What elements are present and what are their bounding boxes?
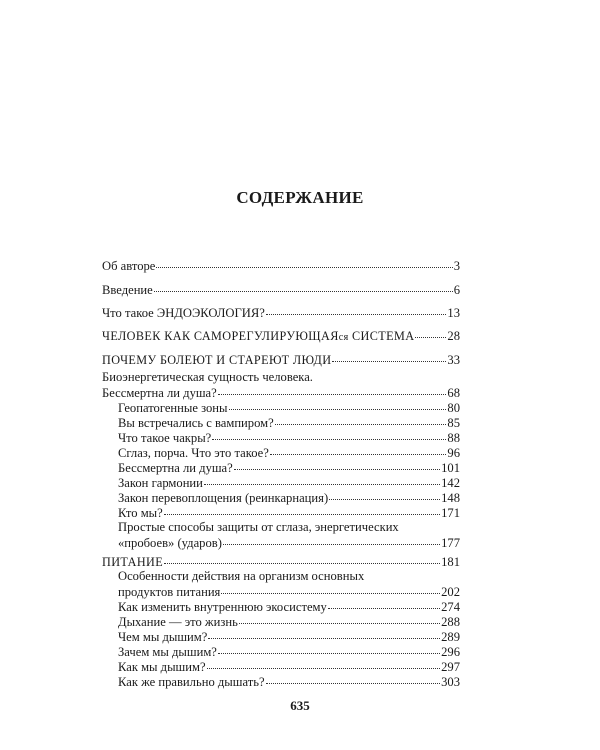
toc-entry-page: 303 bbox=[441, 675, 460, 689]
toc-entry-page: 80 bbox=[447, 401, 460, 415]
toc-entry-page: 202 bbox=[441, 585, 460, 599]
toc-entry-page: 6 bbox=[453, 283, 460, 297]
toc-entry-label: ПОЧЕМУ БОЛЕЮТ И СТАРЕЮТ ЛЮДИ bbox=[102, 353, 332, 367]
toc-entry-page: 181 bbox=[441, 555, 460, 569]
dot-leader bbox=[207, 657, 441, 669]
toc-entry bbox=[102, 305, 460, 320]
dot-leader bbox=[204, 473, 440, 485]
toc-entry-label: Как мы дышим? bbox=[118, 660, 206, 674]
page-number: 635 bbox=[290, 698, 310, 713]
toc-entry-page: 297 bbox=[441, 660, 460, 674]
toc-entry-page: 33 bbox=[447, 353, 460, 367]
dot-leader bbox=[164, 503, 440, 515]
label-main: ЧЕЛОВЕК КАК САМОРЕГУЛИРУЮЩАЯ bbox=[102, 329, 339, 343]
toc-entry-label: ПИТАНИЕ bbox=[102, 555, 164, 569]
toc-entry-label: Закон перевоплощения (реинкарнация) bbox=[118, 491, 329, 505]
dot-leader bbox=[212, 428, 446, 440]
toc-entry-line: Особенности действия на организм основных bbox=[118, 569, 365, 583]
toc-entry-label: Бессмертна ли душа? bbox=[102, 386, 217, 400]
toc-entry-label: продуктов питания bbox=[118, 585, 221, 599]
dot-leader bbox=[223, 533, 440, 545]
toc-entry-page: 289 bbox=[441, 630, 460, 644]
toc-entry-label: «пробоев» (ударов) bbox=[118, 536, 222, 550]
toc-entry bbox=[102, 505, 460, 520]
toc-entry bbox=[102, 674, 460, 689]
dot-leader bbox=[156, 256, 452, 268]
toc-entry-label: Введение bbox=[102, 283, 153, 297]
label-small: ся bbox=[338, 332, 349, 343]
page-title: СОДЕРЖАНИЕ bbox=[236, 188, 364, 207]
toc-entry-page: 68 bbox=[447, 386, 460, 400]
toc-entry-page: 171 bbox=[441, 506, 460, 520]
toc-entry-page: 101 bbox=[441, 461, 460, 475]
toc-entry-page: 96 bbox=[447, 446, 460, 460]
toc-entry-label: Кто мы? bbox=[118, 506, 163, 520]
dot-leader bbox=[239, 612, 440, 624]
dot-leader bbox=[234, 458, 440, 470]
toc-entry-page: 296 bbox=[441, 645, 460, 659]
toc-entry-label: Что такое ЭНДОЭКОЛОГИЯ? bbox=[102, 306, 265, 320]
dot-leader bbox=[154, 280, 453, 292]
toc-entry-line: Биоэнергетическая сущность человека. bbox=[102, 370, 313, 384]
toc-entry-label: Геопатогенные зоны bbox=[118, 401, 228, 415]
dot-leader bbox=[266, 672, 441, 684]
toc-entry-page: 288 bbox=[441, 615, 460, 629]
dot-leader bbox=[332, 350, 446, 362]
toc-entry-label: Как изменить внутреннюю экосистему bbox=[118, 600, 327, 614]
toc-entry-page: 88 bbox=[447, 431, 460, 445]
toc-entry-page: 142 bbox=[441, 476, 460, 490]
toc-entry-label: Вы встречались с вампиром? bbox=[118, 416, 274, 430]
label-end: СИСТЕМА bbox=[348, 329, 415, 343]
toc-entry bbox=[102, 554, 460, 569]
toc-entry-page: 148 bbox=[441, 491, 460, 505]
toc-entry-line: Простые способы защиты от сглаза, энергетических bbox=[118, 520, 399, 534]
dot-leader bbox=[415, 326, 446, 338]
dot-leader bbox=[266, 303, 447, 315]
toc-entry-page: 3 bbox=[453, 259, 460, 273]
toc-entry-label: Чем мы дышим? bbox=[118, 630, 208, 644]
toc-entry-label: Дыхание — это жизнь bbox=[118, 615, 238, 629]
dot-leader bbox=[218, 642, 440, 654]
toc-entry-label: Что такое чакры? bbox=[118, 431, 212, 445]
toc-entry bbox=[102, 535, 460, 550]
dot-leader bbox=[218, 383, 447, 395]
dot-leader bbox=[329, 488, 440, 500]
toc-entry bbox=[102, 352, 460, 367]
toc-entry bbox=[102, 258, 460, 273]
toc-entry-label bbox=[102, 329, 414, 345]
toc-entry-label: Бессмертна ли душа? bbox=[118, 461, 233, 475]
dot-leader bbox=[164, 552, 440, 564]
toc-entry-label: Об авторе bbox=[102, 259, 156, 273]
toc-entry bbox=[102, 282, 460, 297]
toc-entry-page: 274 bbox=[441, 600, 460, 614]
dot-leader bbox=[208, 627, 440, 639]
dot-leader bbox=[328, 597, 440, 609]
dot-leader bbox=[229, 398, 447, 410]
dot-leader bbox=[270, 443, 447, 455]
toc-entry-page: 28 bbox=[447, 329, 460, 343]
toc-entry-label: Как же правильно дышать? bbox=[118, 675, 265, 689]
toc-entry-page: 177 bbox=[441, 536, 460, 550]
dot-leader bbox=[275, 413, 447, 425]
toc-entry-label: Закон гармонии bbox=[118, 476, 203, 490]
toc-entry-label: Сглаз, порча. Что это такое? bbox=[118, 446, 269, 460]
toc-entry bbox=[102, 328, 460, 343]
toc-entry-page: 13 bbox=[447, 306, 460, 320]
toc-entry-label: Зачем мы дышим? bbox=[118, 645, 217, 659]
toc-entry-page: 85 bbox=[447, 416, 460, 430]
dot-leader bbox=[221, 582, 440, 594]
